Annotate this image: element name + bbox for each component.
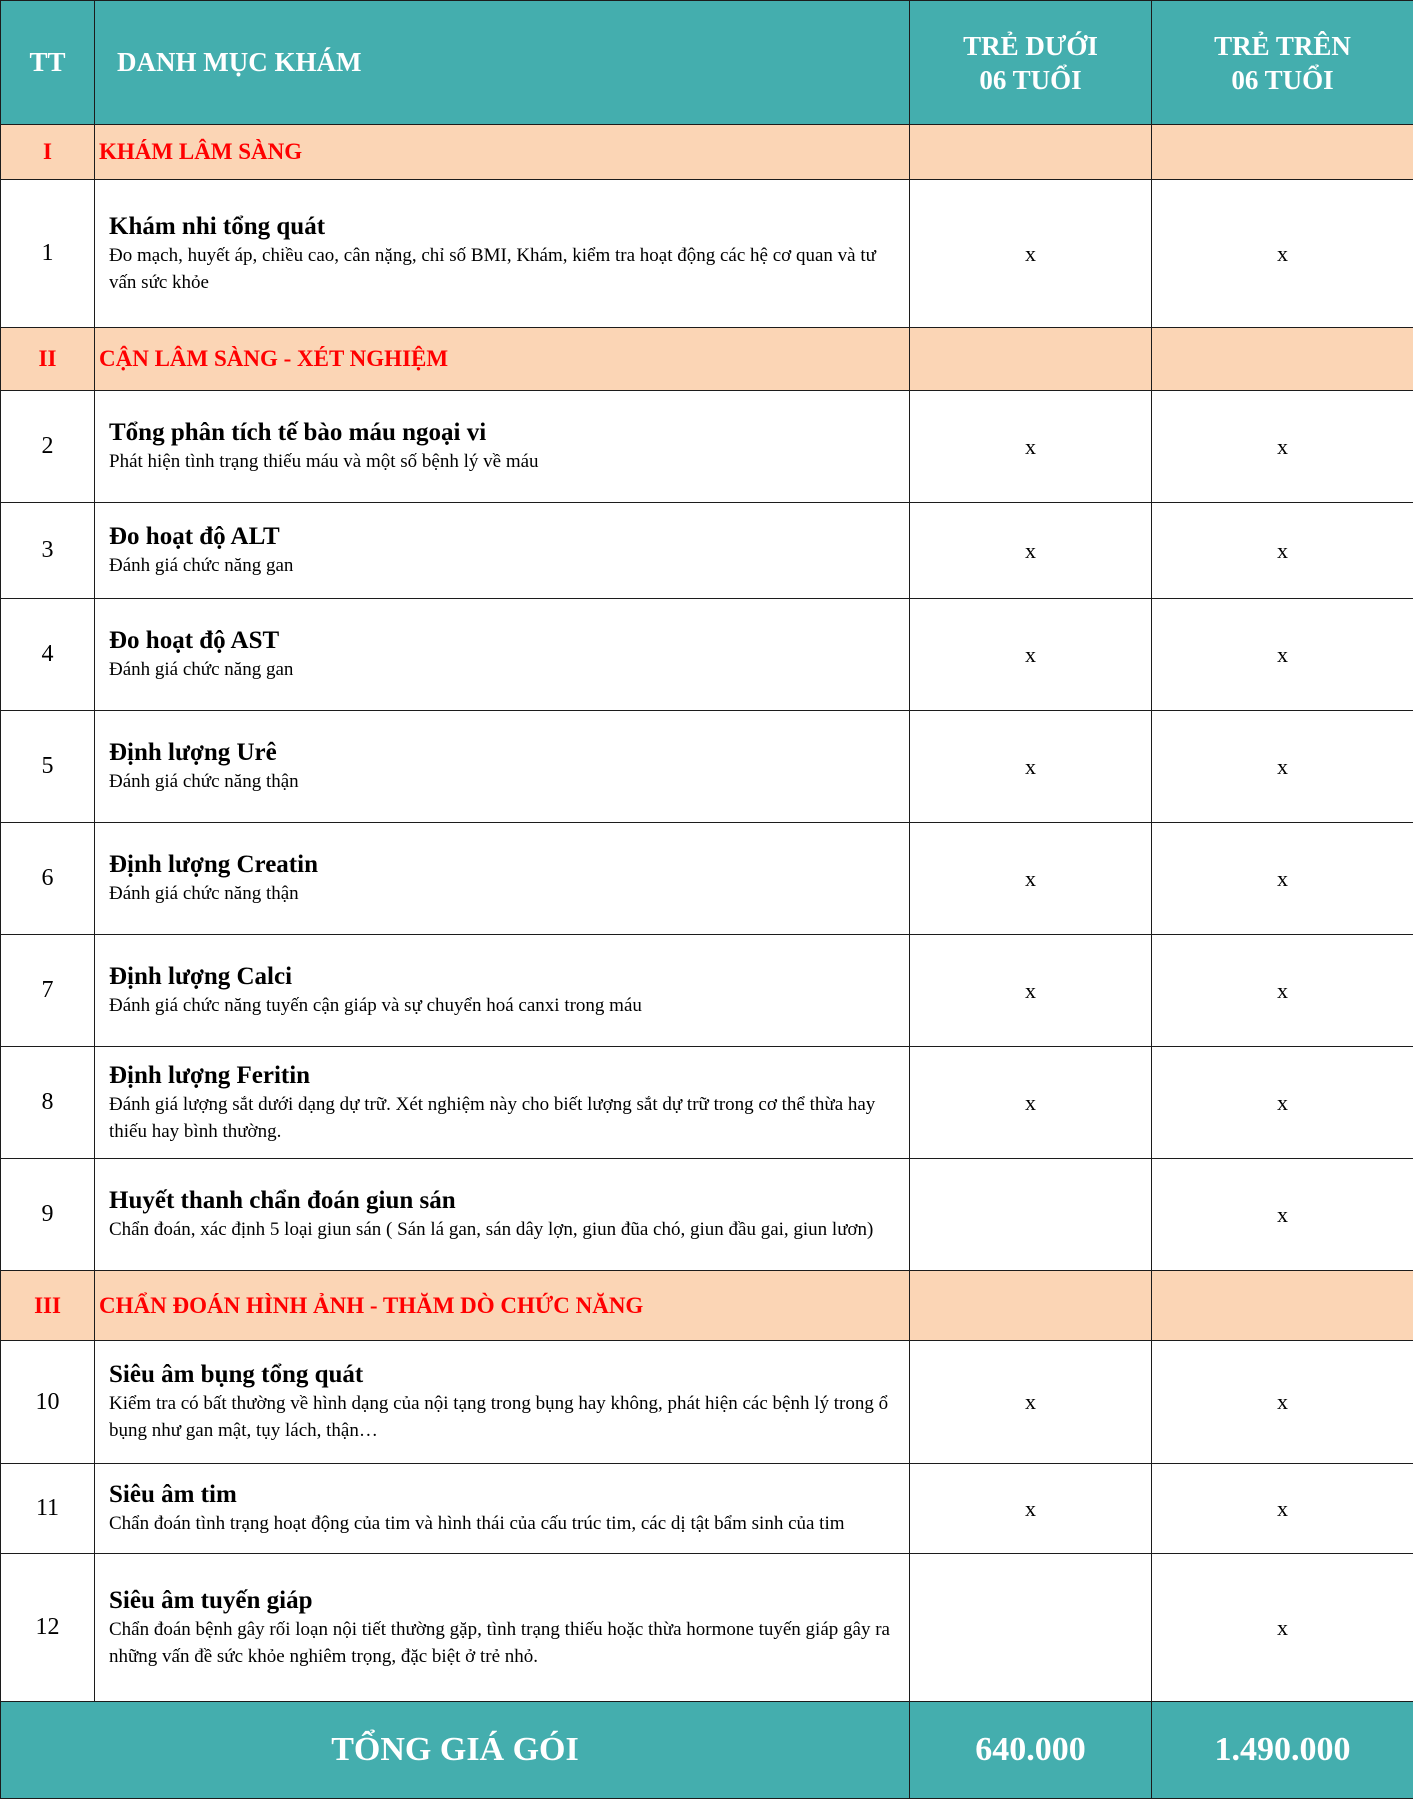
item-name: Định lượng Creatin	[109, 850, 897, 880]
item-number: 11	[1, 1464, 95, 1554]
mark-under-6: x	[910, 935, 1152, 1047]
mark-over-6: x	[1152, 599, 1413, 711]
section-row	[1, 328, 1413, 391]
mark-under-6: x	[910, 1341, 1152, 1464]
item-description: Đánh giá lượng sắt dưới dạng dự trữ. Xét nghiệm này cho biết lượng sắt dự trữ trong cơ thể thừa hay thiếu hay bình thường.	[109, 1091, 897, 1145]
mark-over-6: x	[1152, 503, 1413, 599]
mark-over-6: x	[1152, 180, 1413, 328]
item-cell	[95, 599, 910, 711]
mark-under-6: x	[910, 391, 1152, 503]
mark-under-6: x	[910, 503, 1152, 599]
table-row	[1, 503, 1413, 599]
item-number: 5	[1, 711, 95, 823]
mark-over-6: x	[1152, 1159, 1413, 1271]
item-description: Đánh giá chức năng thận	[109, 880, 897, 907]
header-under-6-line2: 06 TUỔI	[910, 63, 1151, 97]
mark-under-6	[910, 1554, 1152, 1702]
section-title: KHÁM LÂM SÀNG	[95, 125, 910, 180]
item-description: Đánh giá chức năng tuyến cận giáp và sự chuyển hoá canxi trong máu	[109, 992, 897, 1019]
mark-under-6: x	[910, 823, 1152, 935]
table-row	[1, 1047, 1413, 1159]
table-row	[1, 1341, 1413, 1464]
item-description: Chẩn đoán tình trạng hoạt động của tim và hình thái của cấu trúc tim, các dị tật bẩm sinh của tim	[109, 1510, 897, 1537]
table-row	[1, 1464, 1413, 1554]
item-number: 2	[1, 391, 95, 503]
total-price-under-6: 640.000	[910, 1702, 1152, 1799]
item-number: 4	[1, 599, 95, 711]
section-title: CHẨN ĐOÁN HÌNH ẢNH - THĂM DÒ CHỨC NĂNG	[95, 1271, 910, 1341]
item-number: 10	[1, 1341, 95, 1464]
section-row	[1, 1271, 1413, 1341]
mark-over-6: x	[1152, 1341, 1413, 1464]
item-description: Đo mạch, huyết áp, chiều cao, cân nặng, chỉ số BMI, Khám, kiểm tra hoạt động các hệ cơ quan và tư vấn sức khỏe	[109, 242, 897, 296]
item-name: Khám nhi tổng quát	[109, 212, 897, 242]
item-name: Siêu âm tim	[109, 1480, 897, 1510]
section-title: CẬN LÂM SÀNG - XÉT NGHIỆM	[95, 328, 910, 391]
item-name: Định lượng Calci	[109, 962, 897, 992]
mark-over-6: x	[1152, 935, 1413, 1047]
item-description: Chẩn đoán bệnh gây rối loạn nội tiết thường gặp, tình trạng thiếu hoặc thừa hormone tuyến giáp gây ra những vấn đề sức khỏe nghiêm trọng, đặc biệt ở trẻ nhỏ.	[109, 1616, 897, 1670]
mark-over-6: x	[1152, 1047, 1413, 1159]
item-name: Định lượng Urê	[109, 738, 897, 768]
table-row	[1, 711, 1413, 823]
item-cell	[95, 503, 910, 599]
total-label: TỔNG GIÁ GÓI	[1, 1702, 910, 1799]
item-number: 9	[1, 1159, 95, 1271]
mark-under-6: x	[910, 711, 1152, 823]
table-header-row	[1, 1, 1413, 125]
item-cell	[95, 180, 910, 328]
section-number: III	[1, 1271, 95, 1341]
mark-over-6: x	[1152, 391, 1413, 503]
item-name: Đo hoạt độ AST	[109, 626, 897, 656]
item-cell	[95, 1554, 910, 1702]
item-number: 12	[1, 1554, 95, 1702]
mark-over-6: x	[1152, 823, 1413, 935]
mark-over-6: x	[1152, 711, 1413, 823]
item-cell	[95, 935, 910, 1047]
item-number: 3	[1, 503, 95, 599]
item-name: Đo hoạt độ ALT	[109, 522, 897, 552]
item-name: Siêu âm tuyến giáp	[109, 1586, 897, 1616]
item-cell	[95, 1159, 910, 1271]
table-row	[1, 935, 1413, 1047]
header-under-6	[910, 1, 1152, 125]
mark-under-6: x	[910, 180, 1152, 328]
table-row	[1, 1159, 1413, 1271]
table-row	[1, 180, 1413, 328]
item-description: Đánh giá chức năng gan	[109, 552, 897, 579]
item-name: Tổng phân tích tế bào máu ngoại vi	[109, 418, 897, 448]
item-number: 7	[1, 935, 95, 1047]
item-description: Kiểm tra có bất thường về hình dạng của nội tạng trong bụng hay không, phát hiện các bệnh lý trong ổ bụng như gan mật, tụy lách, thận…	[109, 1390, 897, 1444]
mark-under-6: x	[910, 1047, 1152, 1159]
item-description: Đánh giá chức năng thận	[109, 768, 897, 795]
table-row	[1, 1554, 1413, 1702]
table-row	[1, 823, 1413, 935]
item-cell	[95, 823, 910, 935]
header-under-6-line1: TRẺ DƯỚI	[910, 29, 1151, 63]
total-price-over-6: 1.490.000	[1152, 1702, 1413, 1799]
item-cell	[95, 1047, 910, 1159]
table-row	[1, 391, 1413, 503]
header-tt: TT	[1, 1, 95, 125]
mark-under-6: x	[910, 599, 1152, 711]
item-cell	[95, 1464, 910, 1554]
item-description: Đánh giá chức năng gan	[109, 656, 897, 683]
mark-under-6	[910, 1159, 1152, 1271]
header-over-6	[1152, 1, 1413, 125]
mark-over-6: x	[1152, 1464, 1413, 1554]
item-description: Chẩn đoán, xác định 5 loại giun sán ( Sán lá gan, sán dây lợn, giun đũa chó, giun đầu gai, giun lươn)	[109, 1216, 897, 1243]
table-row	[1, 599, 1413, 711]
header-over-6-line2: 06 TUỔI	[1152, 63, 1413, 97]
item-name: Định lượng Feritin	[109, 1061, 897, 1091]
header-category: DANH MỤC KHÁM	[95, 1, 910, 125]
item-number: 1	[1, 180, 95, 328]
item-cell	[95, 1341, 910, 1464]
item-description: Phát hiện tình trạng thiếu máu và một số bệnh lý về máu	[109, 448, 897, 475]
item-cell	[95, 391, 910, 503]
item-name: Siêu âm bụng tổng quát	[109, 1360, 897, 1390]
section-number: II	[1, 328, 95, 391]
item-cell	[95, 711, 910, 823]
item-number: 6	[1, 823, 95, 935]
mark-under-6: x	[910, 1464, 1152, 1554]
item-name: Huyết thanh chẩn đoán giun sán	[109, 1186, 897, 1216]
total-row	[1, 1702, 1413, 1799]
item-number: 8	[1, 1047, 95, 1159]
section-number: I	[1, 125, 95, 180]
mark-over-6: x	[1152, 1554, 1413, 1702]
header-over-6-line1: TRẺ TRÊN	[1152, 29, 1413, 63]
section-row	[1, 125, 1413, 180]
